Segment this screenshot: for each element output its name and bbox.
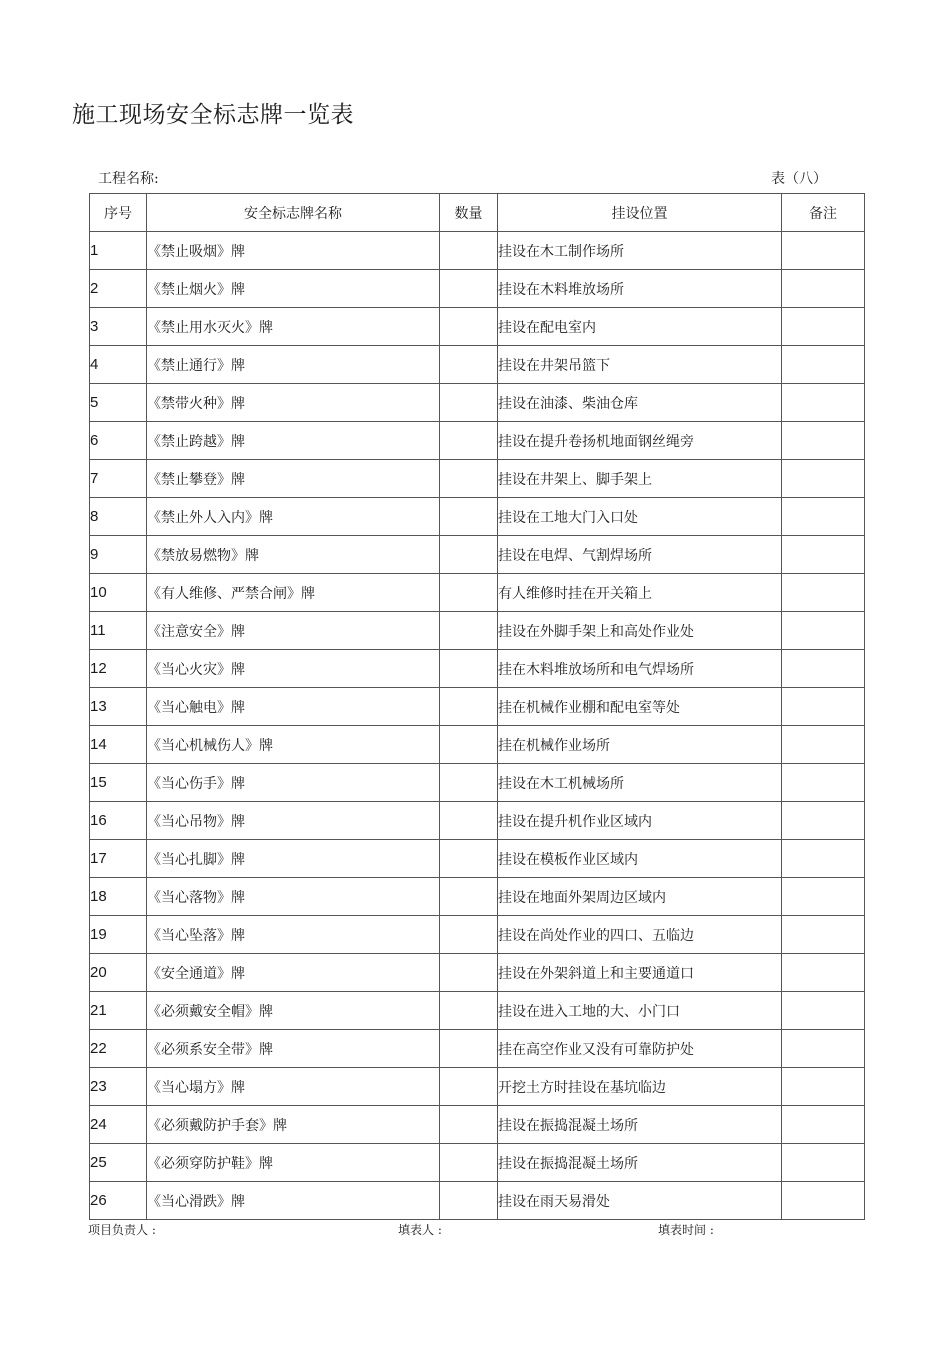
- quantity-cell: [440, 346, 498, 384]
- quantity-cell: [440, 612, 498, 650]
- remark-cell: [782, 574, 865, 612]
- sign-name: 《当心滑跌》牌: [147, 1182, 440, 1220]
- sign-name: 《必须戴安全帽》牌: [147, 992, 440, 1030]
- quantity-cell: [440, 688, 498, 726]
- install-location: 开挖土方时挂设在基坑临边: [498, 1068, 782, 1106]
- table-row: [90, 878, 865, 916]
- row-number: 17: [90, 840, 147, 878]
- quantity-cell: [440, 1068, 498, 1106]
- quantity-cell: [440, 498, 498, 536]
- table-header-row: [90, 194, 865, 232]
- quantity-cell: [440, 1144, 498, 1182]
- install-location: 挂在机械作业场所: [498, 726, 782, 764]
- row-number: 6: [90, 422, 147, 460]
- remark-cell: [782, 498, 865, 536]
- sign-name: 《禁止外人入内》牌: [147, 498, 440, 536]
- remark-cell: [782, 1144, 865, 1182]
- remark-cell: [782, 460, 865, 498]
- table-body: [90, 232, 865, 1220]
- remark-cell: [782, 840, 865, 878]
- install-location: 有人维修时挂在开关箱上: [498, 574, 782, 612]
- install-location: 挂设在外架斜道上和主要通道口: [498, 954, 782, 992]
- remark-cell: [782, 764, 865, 802]
- sign-name: 《禁带火种》牌: [147, 384, 440, 422]
- row-number: 24: [90, 1106, 147, 1144]
- remark-cell: [782, 346, 865, 384]
- install-location: 挂设在提升卷扬机地面钢丝绳旁: [498, 422, 782, 460]
- sign-name: 《当心吊物》牌: [147, 802, 440, 840]
- sign-name: 《有人维修、严禁合闸》牌: [147, 574, 440, 612]
- sign-name: 《当心落物》牌: [147, 878, 440, 916]
- quantity-cell: [440, 536, 498, 574]
- table-row: [90, 802, 865, 840]
- quantity-cell: [440, 802, 498, 840]
- header-no: 序号: [90, 194, 147, 232]
- sign-name: 《禁止跨越》牌: [147, 422, 440, 460]
- quantity-cell: [440, 954, 498, 992]
- row-number: 19: [90, 916, 147, 954]
- remark-cell: [782, 992, 865, 1030]
- install-location: 挂设在地面外架周边区域内: [498, 878, 782, 916]
- remark-cell: [782, 422, 865, 460]
- remark-cell: [782, 954, 865, 992]
- row-number: 1: [90, 232, 147, 270]
- row-number: 2: [90, 270, 147, 308]
- row-number: 13: [90, 688, 147, 726]
- header-name: 安全标志牌名称: [147, 194, 440, 232]
- install-location: 挂设在井架吊篮下: [498, 346, 782, 384]
- sign-name: 《当心伤手》牌: [147, 764, 440, 802]
- row-number: 11: [90, 612, 147, 650]
- remark-cell: [782, 384, 865, 422]
- sign-name: 《注意安全》牌: [147, 612, 440, 650]
- install-location: 挂设在提升机作业区域内: [498, 802, 782, 840]
- table-number-label: 表（八）: [771, 171, 827, 187]
- row-number: 4: [90, 346, 147, 384]
- row-number: 9: [90, 536, 147, 574]
- install-location: 挂在机械作业棚和配电室等处: [498, 688, 782, 726]
- table-row: [90, 954, 865, 992]
- sign-name: 《当心触电》牌: [147, 688, 440, 726]
- sign-name: 《禁止用水灭火》牌: [147, 308, 440, 346]
- remark-cell: [782, 802, 865, 840]
- quantity-cell: [440, 726, 498, 764]
- quantity-cell: [440, 308, 498, 346]
- table-row: [90, 498, 865, 536]
- quantity-cell: [440, 1182, 498, 1220]
- table-row: [90, 1068, 865, 1106]
- quantity-cell: [440, 878, 498, 916]
- sign-name: 《禁止通行》牌: [147, 346, 440, 384]
- row-number: 15: [90, 764, 147, 802]
- remark-cell: [782, 536, 865, 574]
- table-row: [90, 346, 865, 384]
- table-row: [90, 840, 865, 878]
- remark-cell: [782, 726, 865, 764]
- header-remark: 备注: [782, 194, 865, 232]
- install-location: 挂设在木工机械场所: [498, 764, 782, 802]
- row-number: 25: [90, 1144, 147, 1182]
- sign-name: 《当心塌方》牌: [147, 1068, 440, 1106]
- row-number: 8: [90, 498, 147, 536]
- table-row: [90, 1182, 865, 1220]
- row-number: 10: [90, 574, 147, 612]
- quantity-cell: [440, 650, 498, 688]
- table-row: [90, 232, 865, 270]
- install-location: 挂设在进入工地的大、小门口: [498, 992, 782, 1030]
- install-location: 挂设在木工制作场所: [498, 232, 782, 270]
- row-number: 3: [90, 308, 147, 346]
- table-row: [90, 422, 865, 460]
- install-location: 挂在木料堆放场所和电气焊场所: [498, 650, 782, 688]
- install-location: 挂设在模板作业区域内: [498, 840, 782, 878]
- install-location: 挂设在外脚手架上和高处作业处: [498, 612, 782, 650]
- table-row: [90, 992, 865, 1030]
- quantity-cell: [440, 1106, 498, 1144]
- quantity-cell: [440, 232, 498, 270]
- install-location: 挂设在井架上、脚手架上: [498, 460, 782, 498]
- quantity-cell: [440, 422, 498, 460]
- table-row: [90, 688, 865, 726]
- row-number: 20: [90, 954, 147, 992]
- table-row: [90, 460, 865, 498]
- row-number: 16: [90, 802, 147, 840]
- remark-cell: [782, 916, 865, 954]
- page-title: 施工现场安全标志牌一览表: [72, 102, 354, 128]
- remark-cell: [782, 612, 865, 650]
- sign-name: 《必须系安全带》牌: [147, 1030, 440, 1068]
- quantity-cell: [440, 460, 498, 498]
- table-row: [90, 574, 865, 612]
- project-name-label: 工程名称:: [98, 171, 159, 187]
- install-location: 挂设在电焊、气割焊场所: [498, 536, 782, 574]
- remark-cell: [782, 308, 865, 346]
- row-number: 18: [90, 878, 147, 916]
- row-number: 14: [90, 726, 147, 764]
- sign-name: 《安全通道》牌: [147, 954, 440, 992]
- install-location: 挂设在振捣混凝土场所: [498, 1144, 782, 1182]
- row-number: 22: [90, 1030, 147, 1068]
- sign-name: 《当心火灾》牌: [147, 650, 440, 688]
- table-row: [90, 270, 865, 308]
- table-row: [90, 536, 865, 574]
- quantity-cell: [440, 574, 498, 612]
- sign-name: 《当心坠落》牌: [147, 916, 440, 954]
- sign-name: 《当心机械伤人》牌: [147, 726, 440, 764]
- row-number: 7: [90, 460, 147, 498]
- header-location: 挂设位置: [498, 194, 782, 232]
- table-row: [90, 916, 865, 954]
- remark-cell: [782, 270, 865, 308]
- table-row: [90, 612, 865, 650]
- header-qty: 数量: [440, 194, 498, 232]
- remark-cell: [782, 1068, 865, 1106]
- footer-manager-label: 项目负责人 :: [88, 1223, 156, 1237]
- remark-cell: [782, 232, 865, 270]
- safety-sign-table: [89, 193, 865, 1220]
- table-row: [90, 1030, 865, 1068]
- remark-cell: [782, 688, 865, 726]
- sign-name: 《禁止吸烟》牌: [147, 232, 440, 270]
- remark-cell: [782, 1030, 865, 1068]
- footer-date-label: 填表时间 :: [658, 1223, 714, 1237]
- install-location: 挂设在油漆、柴油仓库: [498, 384, 782, 422]
- table-row: [90, 650, 865, 688]
- row-number: 21: [90, 992, 147, 1030]
- table-row: [90, 726, 865, 764]
- sign-name: 《禁止烟火》牌: [147, 270, 440, 308]
- sign-name: 《当心扎脚》牌: [147, 840, 440, 878]
- install-location: 挂设在雨天易滑处: [498, 1182, 782, 1220]
- table-row: [90, 1144, 865, 1182]
- table-row: [90, 384, 865, 422]
- quantity-cell: [440, 764, 498, 802]
- install-location: 挂设在配电室内: [498, 308, 782, 346]
- quantity-cell: [440, 270, 498, 308]
- remark-cell: [782, 650, 865, 688]
- table-row: [90, 1106, 865, 1144]
- row-number: 12: [90, 650, 147, 688]
- install-location: 挂设在振捣混凝土场所: [498, 1106, 782, 1144]
- row-number: 26: [90, 1182, 147, 1220]
- sign-name: 《禁放易燃物》牌: [147, 536, 440, 574]
- remark-cell: [782, 878, 865, 916]
- table-row: [90, 308, 865, 346]
- install-location: 挂在高空作业又没有可靠防护处: [498, 1030, 782, 1068]
- quantity-cell: [440, 840, 498, 878]
- quantity-cell: [440, 384, 498, 422]
- table-row: [90, 764, 865, 802]
- install-location: 挂设在木料堆放场所: [498, 270, 782, 308]
- sign-name: 《禁止攀登》牌: [147, 460, 440, 498]
- row-number: 5: [90, 384, 147, 422]
- footer-filler-label: 填表人 :: [398, 1223, 442, 1237]
- quantity-cell: [440, 1030, 498, 1068]
- install-location: 挂设在尚处作业的四口、五临边: [498, 916, 782, 954]
- row-number: 23: [90, 1068, 147, 1106]
- sign-name: 《必须戴防护手套》牌: [147, 1106, 440, 1144]
- sign-name: 《必须穿防护鞋》牌: [147, 1144, 440, 1182]
- remark-cell: [782, 1106, 865, 1144]
- quantity-cell: [440, 992, 498, 1030]
- remark-cell: [782, 1182, 865, 1220]
- install-location: 挂设在工地大门入口处: [498, 498, 782, 536]
- quantity-cell: [440, 916, 498, 954]
